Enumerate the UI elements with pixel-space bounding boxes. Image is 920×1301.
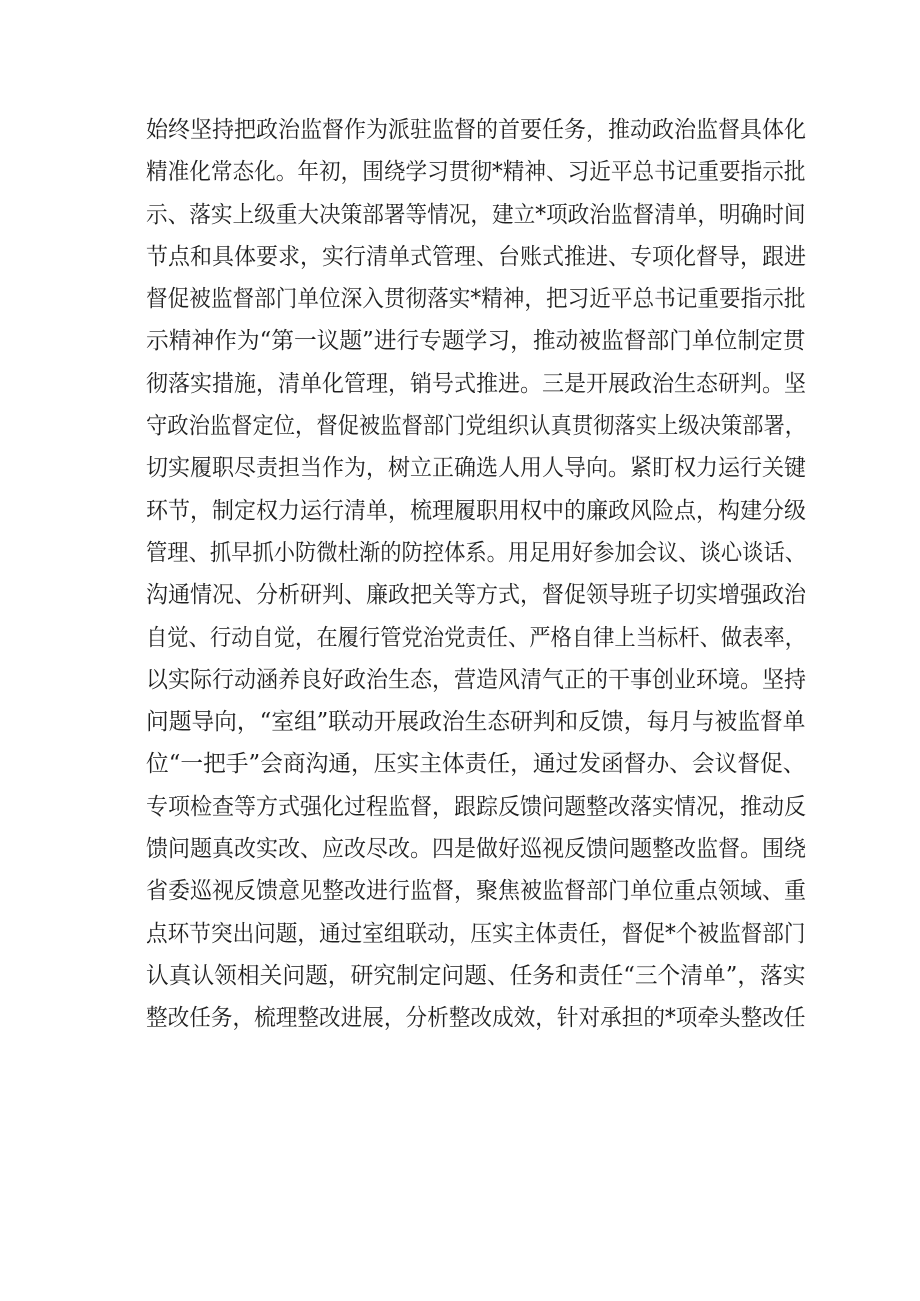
text-line: 管理、抓早抓小防微杜渐的防控体系。用足用好参加会议、谈心谈话、: [146, 539, 807, 566]
text-line: 环节，制定权力运行清单，梳理履职用权中的廉政风险点，构建分级: [146, 497, 806, 524]
text-line: 节点和具体要求，实行清单式管理、台账式推进、专项化督导，跟进: [146, 243, 806, 270]
text-line: 切实履职尽责担当作为，树立正确选人用人导向。紧盯权力运行关键: [146, 455, 806, 482]
text-line: 以实际行动涵养良好政治生态，营造风清气正的干事创业环境。坚持: [146, 666, 806, 693]
text-line: 示、落实上级重大决策部署等情况，建立*项政治监督清单，明确时间: [146, 201, 806, 228]
text-line: 馈问题真改实改、应改尽改。四是做好巡视反馈问题整改监督。围绕: [146, 836, 806, 863]
text-line: 认真认领相关问题，研究制定问题、任务和责任“三个清单”，落实: [146, 962, 806, 989]
text-line: 问题导向，“室组”联动开展政治生态研判和反馈，每月与被监督单: [146, 709, 806, 736]
text-line: 守政治监督定位，督促被监督部门党组织认真贯彻落实上级决策部署，: [146, 413, 807, 440]
text-line: 督促被监督部门单位深入贯彻落实*精神，把习近平总书记重要指示批: [146, 286, 806, 313]
text-line: 点环节突出问题，通过室组联动，压实主体责任，督促*个被监督部门: [146, 920, 806, 947]
text-line: 专项检查等方式强化过程监督，跟踪反馈问题整改落实情况，推动反: [146, 793, 806, 820]
text-line: 省委巡视反馈意见整改进行监督，聚焦被监督部门单位重点领域、重: [146, 878, 806, 905]
text-line: 彻落实措施，清单化管理，销号式推进。三是开展政治生态研判。坚: [146, 370, 806, 397]
text-line: 整改任务，梳理整改进展，分析整改成效，针对承担的*项牵头整改任: [146, 1005, 806, 1032]
text-line: 始终坚持把政治监督作为派驻监督的首要任务，推动政治监督具体化: [146, 117, 806, 143]
text-line: 沟通情况、分析研判、廉政把关等方式，督促领导班子切实增强政治: [146, 582, 806, 609]
body-paragraph: [146, 109, 806, 1040]
text-line: 示精神作为“第一议题”进行专题学习，推动被监督部门单位制定贯: [146, 328, 806, 355]
text-line: 精准化常态化。年初，围绕学习贯彻*精神、习近平总书记重要指示批: [146, 159, 806, 186]
text-line: 位“一把手”会商沟通，压实主体责任，通过发函督办、会议督促、: [146, 751, 806, 778]
text-line: 自觉、行动自觉，在履行管党治党责任、严格自律上当标杆、做表率，: [146, 624, 807, 651]
